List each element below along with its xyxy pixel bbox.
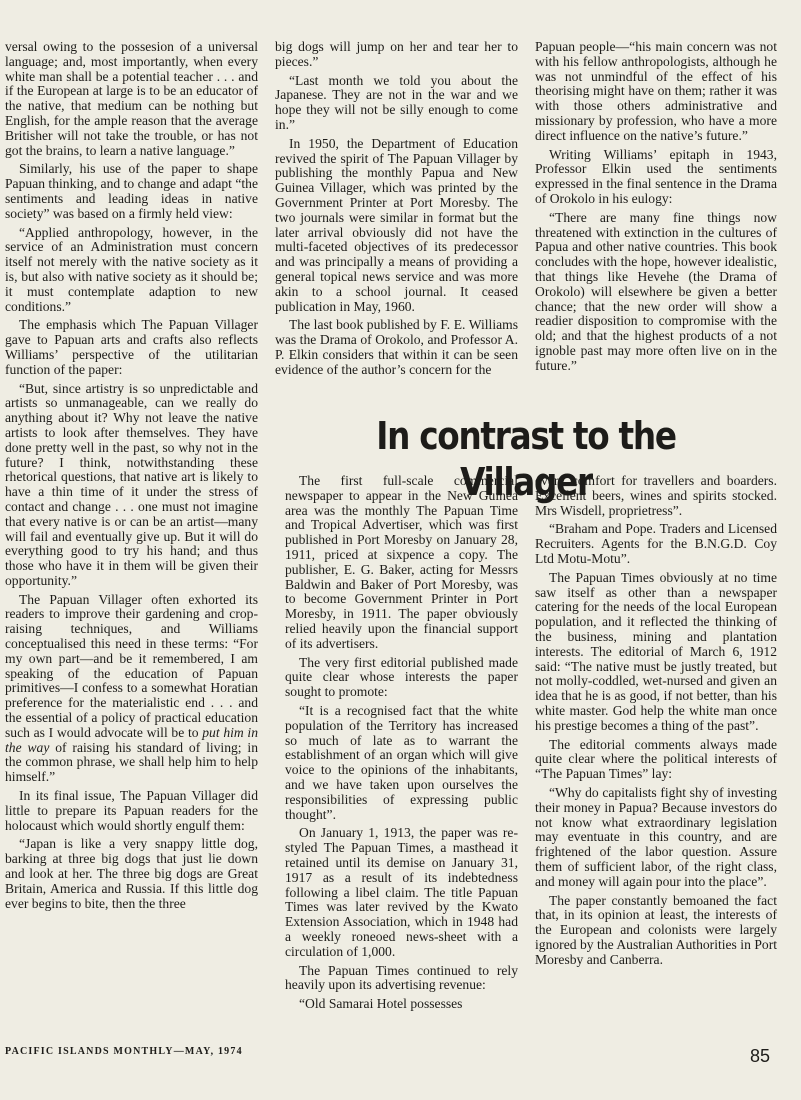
paragraph: “Japan is like a very snappy little dog, barking at three big dogs that just lie down and look at her. The three big dogs are Great Britain, America and Russia. If this little dog ever begins to bite, then the three <box>5 836 258 911</box>
text-run: The Papuan Villager often exhorted its readers to improve their gardening and crop-raising techniques, and Williams conceptualised this need in these terms: “For my own part—and be it remembered, I am speaking of the education of Papuan primitives—I confess to a somewhat Horatian preference for the materialistic end . . . and the essential of a policy of practical education such as I would advocate will be to <box>5 591 258 740</box>
paragraph: The very first editorial published made quite clear whose interests the paper sought to promote: <box>285 654 518 700</box>
paragraph: The last book published by F. E. Williams was the Drama of Orokolo, and Professor A. P. Elkin considers that within it can be seen evidence of the author’s concern for the <box>275 317 518 377</box>
paragraph: Papuan people—“his main concern was not with his fellow anthropologists, although he was not unmindful of the effect of his theorising might have on them; rather it was with those others administrative and missionary by profession, who have a more direct influence on the native’s future.” <box>535 39 777 143</box>
article-column-1 <box>5 40 258 915</box>
article-column-3 <box>535 40 777 378</box>
paragraph: “Braham and Pope. Traders and Licensed Recruiters. Agents for the B.N.G.D. Coy Ltd Motu-Motu”. <box>535 521 777 566</box>
paragraph: every comfort for travellers and boarders. Excellent beers, wines and spirits stocked. Mrs Wisdell, proprietress”. <box>535 473 777 518</box>
paragraph: “Why do capitalists fight shy of investing their money in Papua? Because investors do not know what extraordinary legislation may eventuate in this country, and are frightened of the labor question. Assure them of sufficient labor, of the right class, and money will again pour into the place”. <box>535 784 777 889</box>
publication-footer: PACIFIC ISLANDS MONTHLY—MAY, 1974 <box>5 1046 243 1057</box>
paragraph: In 1950, the Department of Education revived the spirit of The Papuan Villager by publishing the monthly Papua and New Guinea Villager, which was printed by the Government Printer at Port Moresby. The two journals were similar in format but the later arrival obviously did not have the multi-faceted objectives of its predecessor and was principally a means of providing a general topical news service and was more akin to a school journal. It ceased publication in May, 1960. <box>275 135 518 314</box>
paragraph: The editorial comments always made quite clear where the political interests of “The Papuan Times” lay: <box>535 736 777 782</box>
paragraph: The emphasis which The Papuan Villager gave to Papuan arts and crafts also reflects Williams’ perspective of the utilitarian function of the paper: <box>5 317 258 377</box>
paragraph: In its final issue, The Papuan Villager did little to prepare its Papuan readers for the holocaust which would shortly engulf them: <box>5 788 258 833</box>
paragraph: “Old Samarai Hotel possesses <box>299 996 463 1012</box>
paragraph: big dogs will jump on her and tear her to pieces.” <box>275 39 518 69</box>
paragraph: “But, since artistry is so unpredictable and artists so unmanageable, can we really do anything about it? Why not leave the native artists to look after themselves. They have done pretty well in the past, so why not in the future? I think, notwithstanding these rhetorical questions, that native art is likely to have a thin time of it under the stress of contact and change . . . one must not imagine that every native is or can be an artist—many will fail and eventually give up. But it will do everything good to try his hand; and thus those who have it in them will be given their opportunity.” <box>5 380 258 588</box>
paragraph: “There are many fine things now threatened with extinction in the cultures of Papua and other native countries. This book concludes with the hope, however idealistic, that things like Hevehe (the Drama of Orokolo) will elsewhere be given a better chance; that the new order will show a readier disposition to compromise with the old; and that the highest products of a not ignoble past may more often live on in the future.” <box>535 209 777 373</box>
paragraph: The first full-scale commercial newspaper to appear in the New Guinea area was the monthly The Papuan Time and Tropical Advertiser, which was first published in Port Moresby on January 28, 1911, priced at sixpence a copy. The publisher, E. G. Baker, acting for Messrs Baldwin and Baker of Port Moresby, was to become Government Printer in Port Moresby, in 1911. The paper obviously relied heavily upon the financial support of its advertisers. <box>285 473 518 651</box>
paragraph: The Papuan Times continued to rely heavily upon its advertising revenue: <box>285 962 518 993</box>
paragraph: “Last month we told you about the Japanese. They are not in the war and we hope they will not be silly enough to come in.” <box>275 72 518 132</box>
paragraph: versal owing to the possesion of a universal language; and, most importantly, when every white man shall be a potential teacher . . . and if the European at large is to be an educator of the native, that medium can be nothing but English, for the ample reason that the average Britisher will not take the trouble, or has not got the brains, to learn a native language.” <box>5 39 258 158</box>
italic-phrase: put him in the way <box>5 724 258 755</box>
paragraph: “Applied anthropology, however, in the service of an Administration must concern itself not merely with the native society as it is, but also with native society as it should be; it must contemplate adaption to new conditions.” <box>5 224 258 314</box>
paragraph: The paper constantly bemoaned the fact that, in its opinion at least, the interests of the European and colonists were largely ignored by the Australian Authorities in Port Moresby and Canberra. <box>535 892 777 967</box>
article-column-4 <box>285 474 518 1016</box>
paragraph: “It is a recognised fact that the white population of the Territory has increased so much of late as to warrant the establishment of an organ which will give voice to the opinions of the inhabitants, and we have taken upon ourselves the responsibilities of expressing public thought”. <box>285 702 518 822</box>
paragraph: Writing Williams’ epitaph in 1943, Professor Elkin used the sentiments expressed in the final sentence in the Drama of Orokolo in his eulogy: <box>535 146 777 206</box>
article-column-2 <box>275 40 518 382</box>
paragraph: The Papuan Times obviously at no time saw itself as other than a newspaper catering for the needs of the local European population, and it reflected the thinking of the business, mining and plantation interests. The editorial of March 6, 1912 said: “The native must be justly treated, but not molly-coddled, wet-nursed and given an idea that he is as good, if not better, than his white master. God help the white man once his prestige becomes a thing of the past”. <box>535 569 777 733</box>
page-number: 85 <box>750 1046 771 1066</box>
paragraph: On January 1, 1913, the paper was re-styled The Papuan Times, a masthead it retained until its demise on January 31, 1917 as a result of its indebtedness following a libel claim. The title Papuan Times was later revived by the Kwato Extension Association, which in 1948 had a weekly roneoed news-sheet with a circulation of 1,000. <box>285 825 518 959</box>
article-column-5 <box>535 474 777 972</box>
section-headline: In contrast to the Villager <box>376 414 676 504</box>
paragraph <box>5 593 258 785</box>
text-run: of raising his standard of living; in the common phrase, we shall help him to help himself.” <box>5 739 259 785</box>
paragraph: Similarly, his use of the paper to shape Papuan thinking, and to change and adapt “the sentiments and leading ideas in native society” was based on a firmly held view: <box>5 161 258 221</box>
